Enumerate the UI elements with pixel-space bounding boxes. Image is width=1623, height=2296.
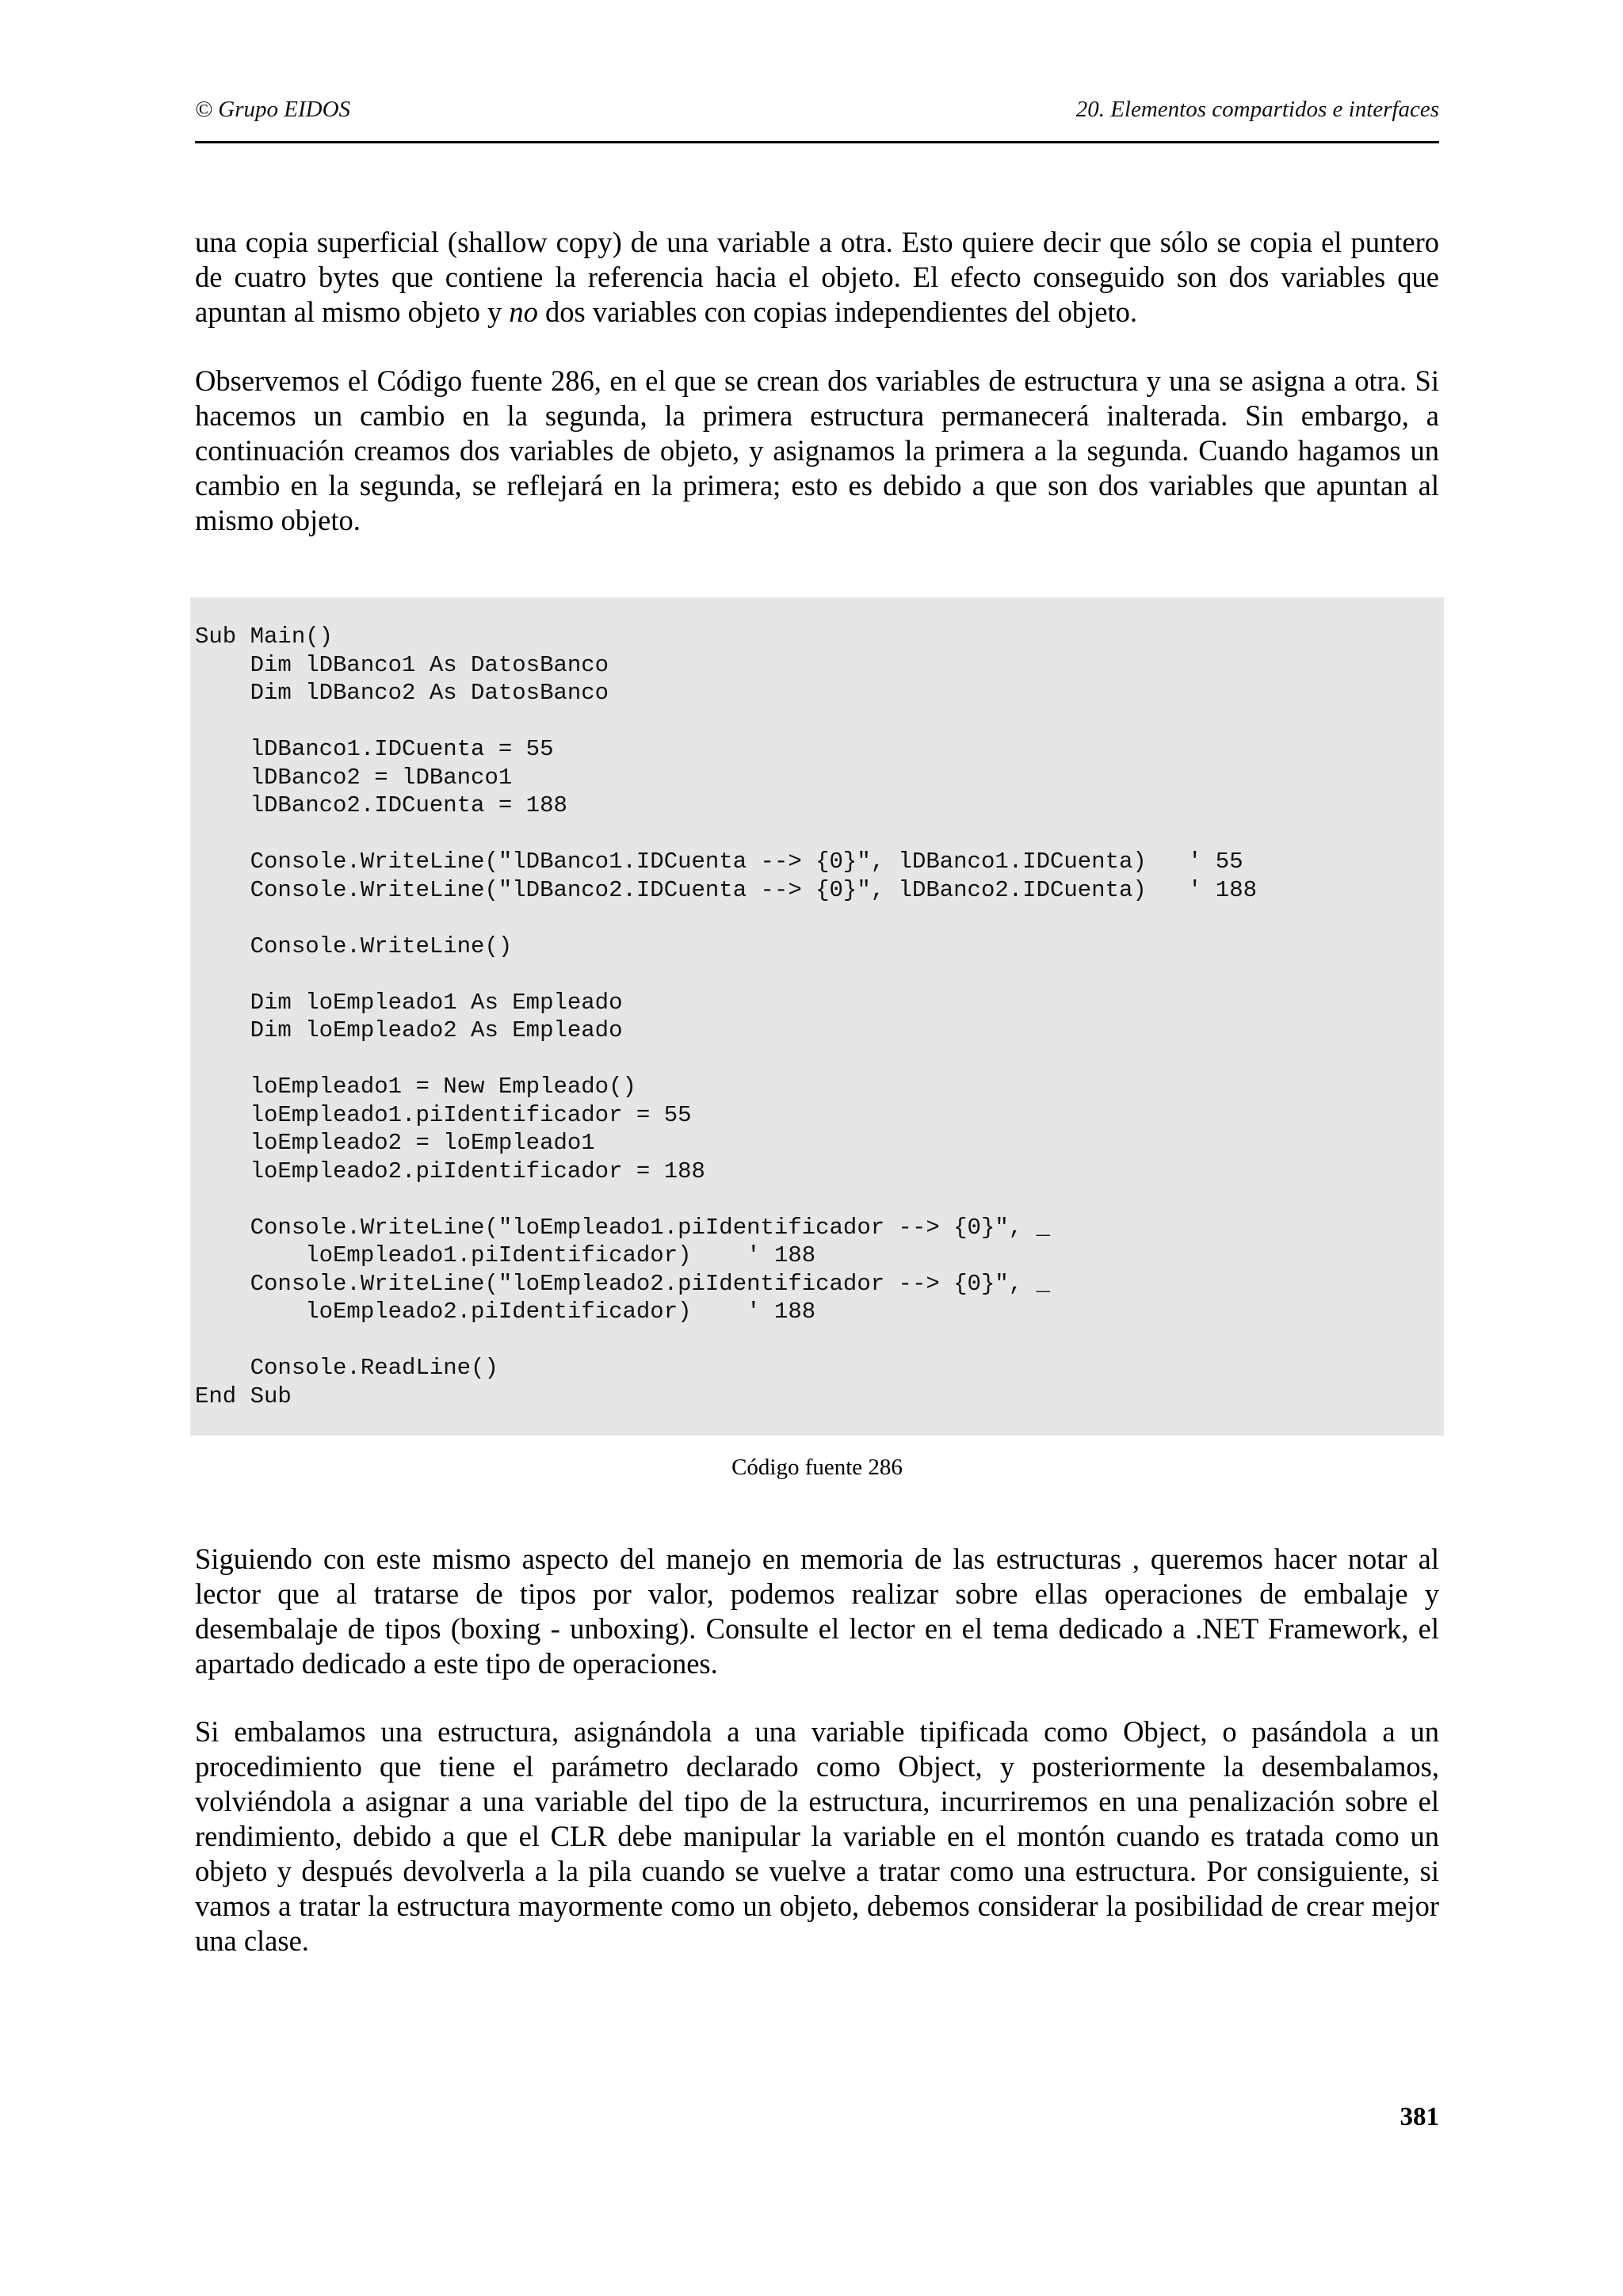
paragraph-text: una copia superficial (shallow copy) de una variable a otra. Esto quiere decir que sólo se copia el puntero de cuatro bytes que contiene la referencia hacia el objeto. El efecto conseguido son dos variables que apuntan al mismo objeto y — [195, 226, 1439, 328]
paragraph-observe-code: Observemos el Código fuente 286, en el que se crean dos variables de estructura y una se asigna a otra. Si hacemos un cambio en la segunda, la primera estructura permanecerá inalterada. Sin embargo, a continuación creamos dos variables de objeto, y asignamos la primera a la segunda. Cuando hagamos un cambio en la segunda, se reflejará en la primera; esto es debido a que son dos variables que apuntan al mismo objeto. — [195, 364, 1439, 536]
publisher-label: © Grupo EIDOS — [195, 97, 351, 122]
page-header — [195, 95, 1439, 143]
paragraph-shallow-copy — [195, 225, 1439, 330]
code-caption: Código fuente 286 — [731, 1455, 903, 1480]
page-number: 381 — [1400, 2103, 1439, 2131]
emphasis-text: no — [509, 296, 538, 328]
chapter-title: 20. Elementos compartidos e interfaces — [1075, 97, 1439, 122]
paragraph-boxing: Siguiendo con este mismo aspecto del manejo en memoria de las estructuras , queremos hacer notar al lector que al tratarse de tipos por valor, podemos realizar sobre ellas operaciones de embalaje y desembalaje de tipos (boxing - unboxing). Consulte el lector en el tema dedicado a .NET Framework, el apartado dedicado a este tipo de operaciones. — [195, 1543, 1439, 1680]
code-listing — [190, 597, 1444, 1436]
code-text: Sub Main() Dim lDBanco1 As DatosBanco Dim lDBanco2 As DatosBanco lDBanco1.IDCuenta = 55 lDBanco2 = lDBanco1 lDBanco2.IDCuenta = 188 Console.WriteLine("lDBanco1.IDCuenta --> {0}", lDBanco1.IDCuenta) ' 55 Console.WriteLine("lDBanco2.IDCuenta --> {0}", lDBanco2.IDCuenta) ' 188 Console.WriteLine() Dim loEmpleado1 As Empleado Dim loEmpleado2 As Empleado loEmpleado1 = New Empleado() loEmpleado1.piIdentificador = 55 loEmpleado2 = loEmpleado1 loEmpleado2.piIdentificador = 188 Console.WriteLine("loEmpleado1.piIdentificador --> {0}", _ loEmpleado1.piIdentificador) ' 188 Console.WriteLine("loEmpleado2.piIdentificador --> {0}", _ loEmpleado2.piIdentificador) ' 188 Console.ReadLine() End Sub — [195, 624, 1258, 1409]
paragraph-performance: Si embalamos una estructura, asignándola a una variable tipificada como Object, o pasándola a un procedimiento que tiene el parámetro declarado como Object, y posteriormente la desembalamos, volviéndola a asignar a una variable del tipo de la estructura, incurriremos en una penalización sobre el rendimiento, debido a que el CLR debe manipular la variable en el montón cuando es tratada como un objeto y después devolverla a la pila cuando se vuelve a tratar como una estructura. Por consiguiente, si vamos a tratar la estructura mayormente como un objeto, debemos considerar la posibilidad de crear mejor una clase. — [195, 1715, 1439, 1957]
paragraph-text: dos variables con copias independientes del objeto. — [537, 296, 1138, 328]
